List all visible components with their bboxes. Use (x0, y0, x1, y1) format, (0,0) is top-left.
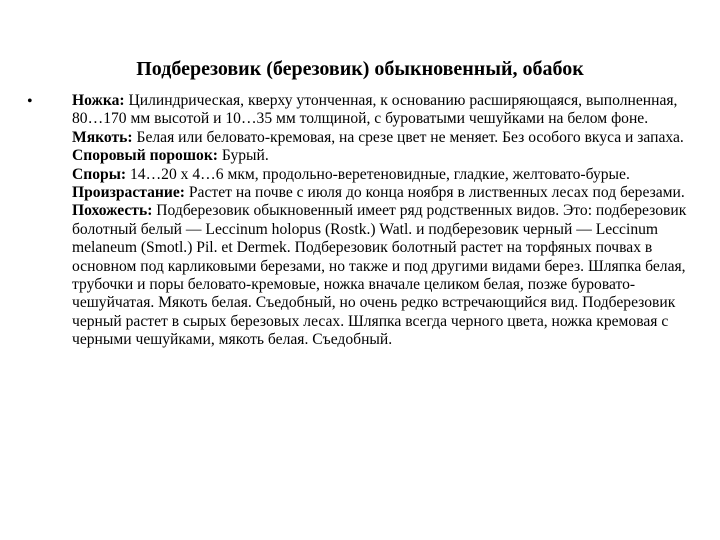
section-label: Споры: (72, 165, 127, 183)
slide-body (72, 92, 692, 350)
section-text: Подберезовик обыкновенный имеет ряд родственных видов. Это: подберезовик болотный белый — Leccinum holopus (Rostk.) Watl. и подберезовик черный — Leccinum melaneum (Smotl.) Pil. et Dermek. Подберезовик болотный растет на торфяных почвах в основном под карликовыми березами, но также и под другими видами берез. Шляпка белая, трубочки и поры беловато-кремовые, ножка вначале целиком белая, позже буровато-чешуйчатая. Мякоть белая. Съедобный, но очень редко встречающийся вид. Подберезовик черный растет в сырых березовых лесах. Шляпка всегда черного цвета, ножка кремовая с черными чешуйками, мякоть белая. Съедобный. (72, 202, 687, 349)
section-habitat (72, 184, 692, 202)
section-spores (72, 166, 692, 184)
section-label: Споровый порошок: (72, 147, 218, 165)
section-stem (72, 92, 692, 129)
section-text: Бурый. (218, 147, 269, 165)
section-label: Ножка: (72, 92, 125, 109)
section-flesh (72, 129, 692, 147)
section-text: 14…20 х 4…6 мкм, продольно-веретеновидные, гладкие, желтовато-бурые. (126, 165, 630, 183)
section-label: Мякоть: (72, 128, 133, 146)
section-spore-powder (72, 147, 692, 165)
section-text: Белая или беловато-кремовая, на срезе цвет не меняет. Без особого вкуса и запаха. (132, 128, 684, 146)
slide-title: Подберезовик (березовик) обыкновенный, обабок (136, 58, 584, 80)
section-text: Растет на почве с июля до конца ноября в лиственных лесах под березами. (184, 184, 685, 202)
section-similar (72, 202, 692, 349)
bullet-marker: • (27, 93, 33, 110)
section-text: Цилиндрическая, кверху утонченная, к основанию расширяющаяся, выполненная, 80…170 мм высотой и 10…35 мм толщиной, с буроватыми чешуйками на белом фоне. (72, 92, 678, 128)
section-label: Похожесть: (72, 202, 153, 220)
section-label: Произрастание: (72, 184, 185, 202)
